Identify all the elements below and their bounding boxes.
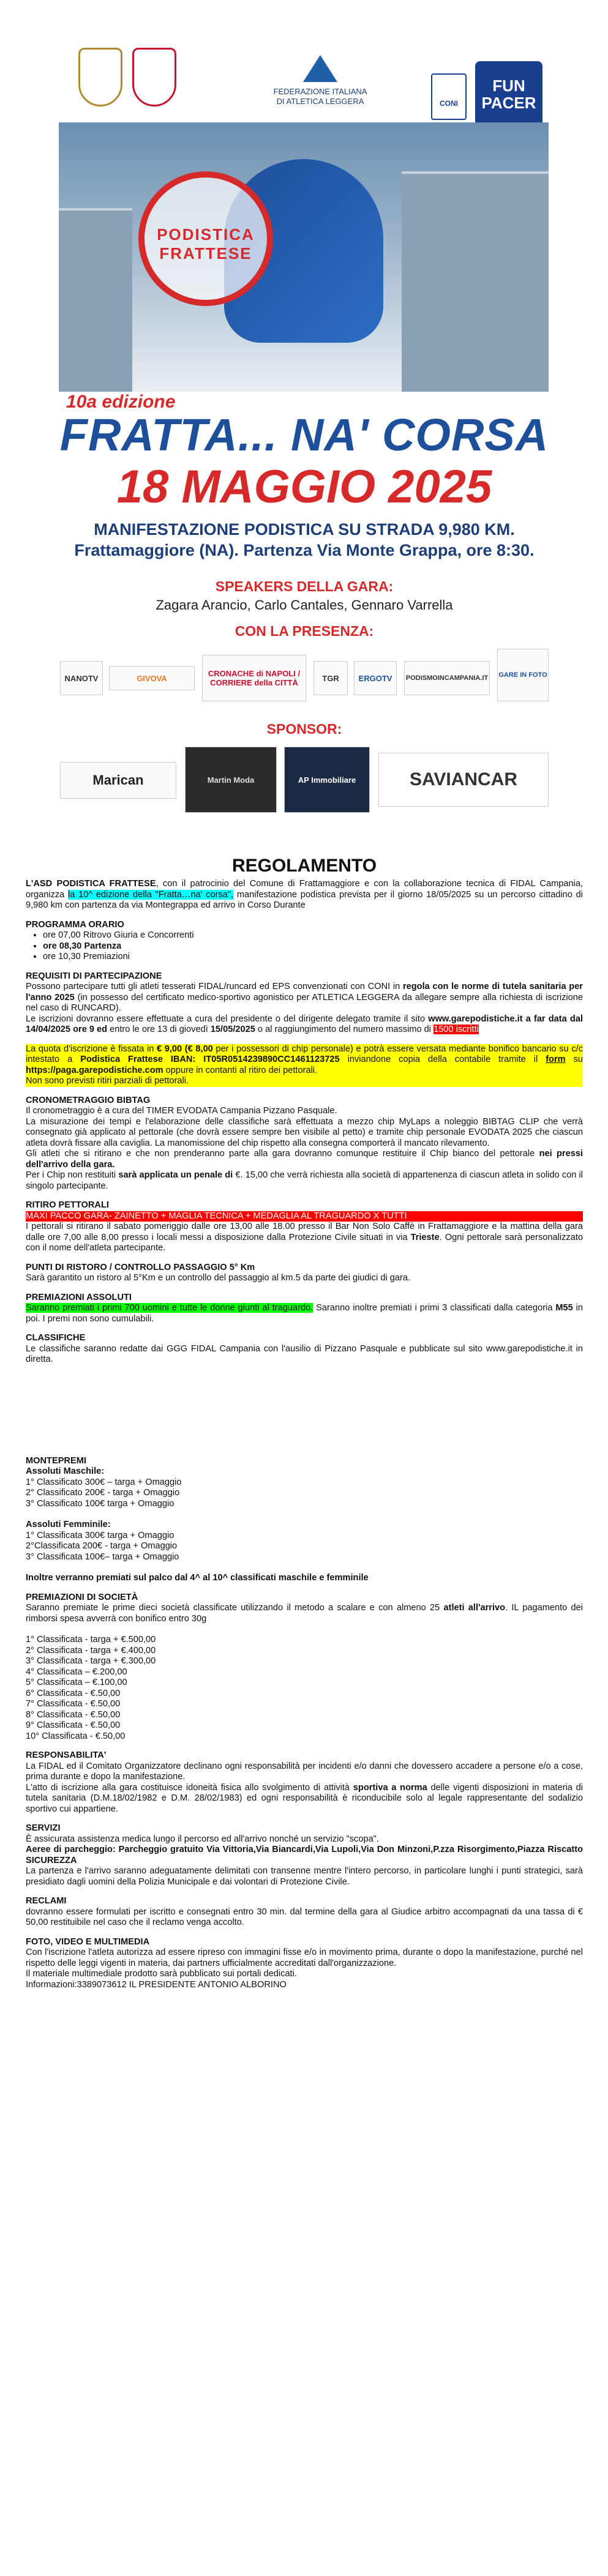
subheading: Assoluti Femminile: — [26, 1520, 111, 1529]
poster-date: 18 MAGGIO 2025 — [116, 461, 492, 513]
section-heading: MONTEPREMI — [26, 1455, 86, 1466]
list-item: 6° Classificata - €.50,00 — [26, 1688, 121, 1698]
media-logo: GIVOVA — [109, 666, 195, 690]
list-item: • ore 10,30 Premiazioni — [43, 952, 583, 963]
list-item: • ore 07,00 Ritrovo Giuria e Concorrenti — [43, 930, 583, 941]
servizi-text-3: La partenza e l'arrivo saranno adeguatamente delimitati con transenne mentre l'intero percorso, in particolare lunghi i punti strategici, sarà presidiato dagli uomini della Polizia Municipale e dai volontari di Protezione Civile. — [26, 1866, 583, 1887]
intro-text: , con il patrocinio del Comune di Frattamaggiore e con la collaborazione tecnica di FIDAL Campania, organizza — [26, 879, 583, 900]
fidal-logo — [256, 55, 385, 129]
sponsor-logo: Martin Moda — [185, 747, 277, 813]
event-poster — [54, 0, 555, 820]
crono-text-2: La misurazione dei tempi e l'elaborazione delle classifiche sarà effettuata a mezzo chip MyLaps a noleggio BIBTAG CLIP che verrà consegnato già applicato al pettorale (che dovrà essere sempre ben visibile al petto) e tramite chip personale EVODATA 2025 che ciascun atleta dovrà fissare alla caviglia. La manomissione del chip rispetto alla consegna comporterà il mancato rilevamento. — [26, 1116, 583, 1148]
presenza-label: CON LA PRESENZA: — [235, 623, 374, 639]
form-link[interactable]: form — [546, 1055, 566, 1064]
ritiro-text — [26, 1222, 583, 1254]
intro-text-end: manifestazione podistica prevista per il giorno 18/05/2025 su un percorso cittadino di 9,980 km con partenza da via Montegrappa ed arrivo in Corso Durante — [26, 889, 583, 910]
prize-item: 2° Classificato 200€ - targa + Omaggio — [26, 1488, 180, 1498]
prize-item: 2°Classificata 200€ - targa + Omaggio — [26, 1541, 178, 1551]
crono-section — [26, 1096, 583, 1192]
text: Saranno premiate le prime dieci società classificate utilizzando il metodo a scalare e con almeno 25 — [26, 1603, 444, 1613]
servizi-section — [26, 1823, 583, 1887]
iban-text: Podistica Frattese IBAN: IT05R0514239890CC1461123725 — [80, 1055, 340, 1064]
section-heading: PUNTI DI RISTORO / CONTROLLO PASSAGGIO 5° Km — [26, 1262, 255, 1272]
regolamento-document — [26, 856, 583, 1990]
servizi-text-2: Aeree di parcheggio: Parcheggio gratuito Via Vittoria,Via Biancardi,Via Lupoli,Via Don Minzoni,P.zza Risorgimento,Piazza Riscatto SICUREZZA — [26, 1845, 583, 1865]
poster-logo-row — [54, 37, 555, 129]
media-logo: GARE IN FOTO — [497, 649, 549, 701]
text-bold: atleti all'arrivo — [443, 1603, 506, 1613]
premiazioni-section — [26, 1293, 583, 1325]
text: €. 15,00 che verrà richiesta alla società di appartenenza di ciascun atleta in solido con il singolo partecipante. — [26, 1170, 583, 1191]
media-logo: NANOTV — [60, 661, 103, 695]
poster-hero-image — [59, 122, 549, 392]
list-item: 3° Classificata - targa + €.300,00 — [26, 1656, 156, 1666]
edition-label: 10a edizione — [66, 392, 176, 412]
funpacer-logo: FUN PACER — [475, 61, 542, 129]
crono-text-1: Il cronometraggio è a cura del TIMER EVODATA Campania Pizzano Pasquale. — [26, 1106, 337, 1116]
list-item: 7° Classificata - €.50,00 — [26, 1699, 121, 1709]
fidal-label: FEDERAZIONE ITALIANA DI ATLETICA LEGGERA — [273, 87, 367, 106]
requisiti-text — [26, 982, 583, 1014]
section-heading: RITIRO PETTORALI — [26, 1200, 109, 1210]
media-logo: PODISMOINCAMPANIA.IT — [404, 661, 490, 695]
text: I pettorali si ritirano il sabato pomeriggio dalle ore 13,00 alle 18.00 presso il Bar Non Solo Caffè in Frattamaggiore e la mattina della gara dalle ore 7,00 alle 8,00 presso i locali messi a disposizione dalla Protezione Civile situati in via — [26, 1222, 583, 1242]
text: L'atto di iscrizione alla gara costituisce idoneità fisica allo svolgimento di attività — [26, 1782, 353, 1793]
list-item: 9° Classificata - €.50,00 — [26, 1720, 121, 1730]
poster-subtitle-2: Frattamaggiore (NA). Partenza Via Monte Grappa, ore 8:30. — [74, 541, 535, 559]
org-name: L'ASD PODISTICA FRATTESE — [26, 879, 156, 889]
premiati-highlight: Saranno premiati i primi 700 uomini e tutte le donne giunti al traguardo. — [26, 1303, 313, 1313]
foto-text-2: Il materiale multimediale prodotto sarà pubblicato sui portali dedicati. — [26, 1969, 297, 1979]
max-iscritti-highlight: 1500 iscritti — [433, 1025, 479, 1034]
subheading: Assoluti Maschile: — [26, 1466, 105, 1476]
media-logo: CRONACHE di NAPOLI / CORRIERE della CITTÀ — [202, 655, 306, 701]
societa-section — [26, 1592, 583, 1742]
text: Le iscrizioni dovranno essere effettuate a cura del presidente o del dirigente delegato tramite il sito — [26, 1014, 429, 1024]
pacco-gara-banner: MAXI PACCO GARA- ZAINETTO + MAGLIA TECNICA + MEDAGLIA AL TRAGUARDO X TUTTI — [26, 1211, 583, 1222]
text: Saranno inoltre premiati i primi 3 classificati dalla categoria — [313, 1303, 556, 1313]
palco-note: Inoltre verranno premiati sul palco dal 4^ al 10^ classificati maschile e femminile — [26, 1573, 369, 1583]
speakers-label: SPEAKERS DELLA GARA: — [215, 578, 394, 594]
building-left — [59, 208, 132, 392]
section-heading: FOTO, VIDEO E MULTIMEDIA — [26, 1936, 150, 1947]
text-bold: M55 — [555, 1303, 573, 1313]
text-bold: regola con le norme di tutela sanitaria per l'anno 2025 — [26, 982, 583, 1002]
text: oppure in contanti al ritiro dei pettorali. — [163, 1065, 318, 1075]
document-title: REGOLAMENTO — [231, 856, 377, 876]
podistica-badge: PODISTICA FRATTESE — [138, 171, 273, 306]
text: delle vigenti disposizioni in materia di tutela sanitaria (D.M.18/02/1982 e D.M. 28/02/1983) ed ogni responsabilità è riconducibile solo al legale rappresentante del sodalizio sportivo cui appartiene. — [26, 1782, 584, 1814]
section-heading: RECLAMI — [26, 1896, 67, 1906]
text: . Ogni pettorale sarà personalizzato con il nome dell'atleta partecipante. — [26, 1232, 584, 1253]
section-heading: REQUISITI DI PARTECIPAZIONE — [26, 971, 162, 981]
section-heading: RESPONSABILITA' — [26, 1750, 107, 1760]
list-item: 5° Classificata – €.100,00 — [26, 1678, 127, 1687]
list-item: 1° Classificata - targa + €.500,00 — [26, 1635, 156, 1645]
media-logos — [54, 649, 555, 704]
edition-highlight: la 10^ edizione della "Fratta…na' corsa", — [68, 889, 234, 900]
payment-link[interactable]: https://paga.garepodistiche.com — [26, 1065, 163, 1075]
prize-item: 1° Classificato 300€ – targa + Omaggio — [26, 1477, 182, 1487]
poster-subtitle-1: MANIFESTAZIONE PODISTICA SU STRADA 9,980 KM. — [94, 520, 515, 539]
quota-note: Non sono previsti ritiri parziali di pettorali. — [26, 1076, 189, 1086]
poster-title: FRATTA... NA' CORSA — [59, 409, 549, 460]
ristoro-section — [26, 1263, 583, 1284]
sponsor-logo: Marican — [60, 762, 176, 799]
programma-section — [26, 920, 583, 963]
list-item: 4° Classificata – €.200,00 — [26, 1667, 127, 1677]
iscrizioni-text — [26, 1014, 583, 1036]
reclami-text: dovranno essere formulati per iscritto e consegnati entro 30 min. dal termine della gara al Giudice arbitro accompagnati da una tassa di € 50,00 restituibile nel caso che il reclamo venga accolto. — [26, 1906, 583, 1927]
classifiche-text: Le classifiche saranno redatte dai GGG FIDAL Campania con l'ausilio di Pizzano Pasquale e pubblicate sul sito www.garepodistiche.it in diretta. — [26, 1343, 583, 1364]
media-logo: ERGOTV — [354, 661, 397, 695]
text: Gli atleti che si ritirano e che non prenderanno parte alla gara dovranno comunque restituire il Chip bianco del pettorale — [26, 1149, 539, 1159]
ristoro-text: Sarà garantito un ristoro al 5°Km e un controllo del passaggio al km.5 da parte dei giudici di gara. — [26, 1273, 411, 1283]
responsabilita-text-1: La FIDAL ed il Comitato Organizzatore declinano ogni responsabilità per incidenti e/o danni che dovessero accadere a persone e/o a cose, prima durante e dopo la manifestazione. — [26, 1761, 583, 1782]
text: inviandone copia della contabile tramite il — [339, 1055, 546, 1064]
region-crest-icon — [132, 48, 176, 106]
intro-paragraph — [26, 879, 583, 911]
classifiche-section — [26, 1333, 583, 1365]
programma-list — [43, 930, 583, 963]
text-bold: Trieste — [410, 1232, 440, 1242]
text-bold: www.garepodistiche.it a far data dal 14/04/2025 ore 9 ed — [26, 1014, 583, 1034]
sponsor-logo: SAVIANCAR — [378, 753, 549, 807]
text: in poi. I premi non sono cumulabili. — [26, 1303, 583, 1324]
section-heading: PREMIAZIONI DI SOCIETÀ — [26, 1592, 138, 1602]
media-logo: TGR — [313, 661, 348, 695]
societa-text — [26, 1603, 583, 1624]
speakers-names: Zagara Arancio, Carlo Cantales, Gennaro Varrella — [156, 597, 453, 613]
section-heading: PREMIAZIONI ASSOLUTI — [26, 1292, 132, 1302]
responsabilita-section — [26, 1750, 583, 1815]
societa-list — [26, 1635, 583, 1742]
text: Possono partecipare tutti gli atleti tesserati FIDAL/runcard ed EPS convenzionati con CONI in — [26, 982, 403, 991]
list-item: 10° Classificata - €.50,00 — [26, 1731, 126, 1741]
text-bold: 15/05/2025 — [210, 1025, 255, 1034]
text: per i possessori di chip personale) e potrà essere versata mediante bonifico bancario su c/c intestato a — [26, 1043, 583, 1064]
text: Per i Chip non restituiti — [26, 1170, 119, 1180]
coni-logo: CONI — [431, 73, 467, 120]
prize-item: 3° Classificato 100€ targa + Omaggio — [26, 1498, 175, 1509]
ritiro-section — [26, 1200, 583, 1254]
section-heading: SERVIZI — [26, 1823, 61, 1833]
footer-info: Informazioni:3389073612 IL PRESIDENTE ANTONIO ALBORINO — [26, 1979, 287, 1990]
section-heading: CRONOMETRAGGIO BIBTAG — [26, 1095, 151, 1105]
prize-item: 3° Classificata 100€– targa + Omaggio — [26, 1551, 179, 1562]
list-item: 8° Classificata - €.50,00 — [26, 1709, 121, 1720]
fidal-triangle-icon — [303, 55, 337, 82]
requisiti-section — [26, 971, 583, 1036]
crono-text-3 — [26, 1149, 583, 1170]
text: (in possesso del certificato medico-sportivo agonistico per ATLETICA LEGGERA da allegare sempre alla richiesta di iscrizione nel caso di RUNCARD). — [26, 992, 583, 1013]
sponsor-logos — [54, 747, 555, 814]
text-bold: € 9,00 (€ 8,00 — [156, 1043, 213, 1054]
text-bold: sarà applicata un penale di — [118, 1170, 233, 1180]
text: su — [565, 1055, 583, 1064]
frattamaggiore-crest-icon — [78, 48, 122, 106]
foto-section — [26, 1937, 583, 1980]
quota-section — [26, 1044, 583, 1087]
text: o al raggiungimento del numero massimo di — [255, 1025, 434, 1034]
foto-text-1: Con l'iscrizione l'atleta autorizza ad essere ripreso con immagini fisse e/o in movimento prima, durante o dopo la manifestazione, purché nel rispetto delle leggi vigenti in materia, dai partners ufficialmente accreditati dall'organizzazione. — [26, 1947, 583, 1968]
section-heading: PROGRAMMA ORARIO — [26, 919, 124, 930]
servizi-text-1: È assicurata assistenza medica lungo il percorso ed all'arrivo nonché un servizio "scopa". — [26, 1834, 379, 1844]
text: entro le ore 13 di giovedì — [107, 1025, 211, 1034]
responsabilita-text-2 — [26, 1783, 583, 1815]
montepremi-section — [26, 1456, 583, 1584]
sponsor-label: SPONSOR: — [266, 721, 342, 737]
reclami-section — [26, 1896, 583, 1928]
building-right — [402, 171, 549, 392]
text: . IL pagamento dei rimborsi spesa avverrà con bonifico entro 30g — [26, 1603, 584, 1624]
premiazioni-text — [26, 1303, 583, 1324]
text: La quota d'iscrizione è fissata in — [26, 1043, 157, 1054]
prize-item: 1° Classificata 300€ targa + Omaggio — [26, 1530, 175, 1540]
text-bold: sportiva a norma — [353, 1782, 427, 1793]
list-item: 2° Classificata - targa + €.400,00 — [26, 1645, 156, 1656]
crono-text-4 — [26, 1170, 583, 1192]
section-heading: CLASSIFICHE — [26, 1333, 86, 1343]
sponsor-logo: AP Immobiliare — [284, 747, 370, 813]
text-bold: nei pressi dell'arrivo della gara. — [26, 1149, 584, 1170]
list-item: • ore 08,30 Partenza — [43, 941, 583, 952]
quota-text — [26, 1044, 583, 1077]
